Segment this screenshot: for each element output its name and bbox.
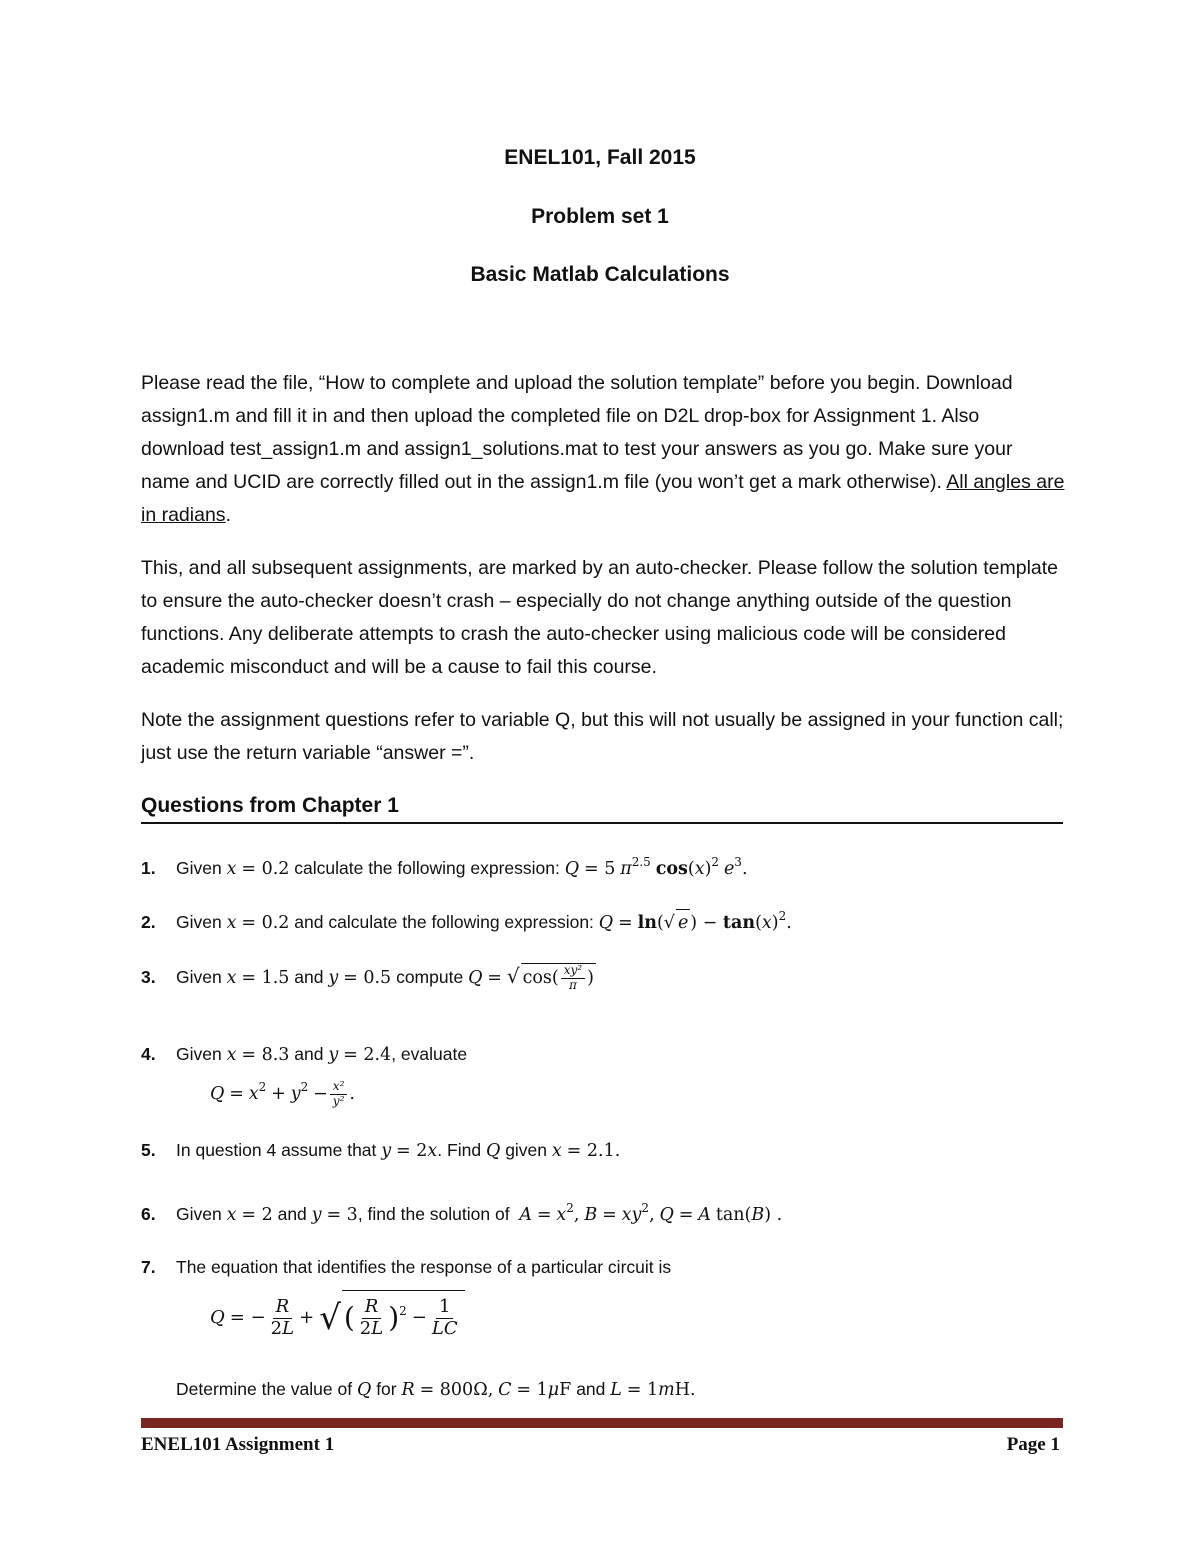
question-text: Determine the value of <box>176 1379 353 1399</box>
question-text: and calculate the following expression: <box>294 912 594 932</box>
question-text: and <box>294 1044 324 1064</box>
footer-left: ENEL101 Assignment 1 <box>141 1434 335 1455</box>
question-number: 1. <box>141 858 156 878</box>
question-text: Given <box>176 967 222 987</box>
intro-period: . <box>225 504 231 526</box>
question-text: Given <box>176 1204 222 1224</box>
question-text: calculate the following expression: <box>294 858 560 878</box>
radians-note: All angles are in radians <box>141 471 1065 526</box>
question-7 <box>141 1254 1066 1280</box>
question-number: 3. <box>141 967 156 987</box>
intro-paragraph-1 <box>141 367 1066 532</box>
question-text: given <box>505 1140 548 1160</box>
question-6: 6. Given x = 2 and y = 3, find the solution of $A = x^2$, $B = xy^2$, Q = A tan(B) . <box>141 1201 783 1225</box>
question-7-formula: Q = − $\frac{R}{2L}$ + √ ( $\frac{R}{2L}$ )$^2$ − $\frac{1}{LC}$ <box>210 1290 610 1339</box>
question-number: 2. <box>141 912 156 932</box>
question-text: , find the solution of <box>357 1204 510 1224</box>
question-4-formula: $Q = x^2 + y^2$ − $\frac{\text{x²}}{\text{y²}}$ . <box>210 1079 355 1108</box>
section-heading: Questions from Chapter 1 <box>141 794 1063 824</box>
subtitle: Basic Matlab Calculations <box>470 263 730 286</box>
question-7-determine: Determine the value of Q for R = 800Ω, C = 1μF and L = 1mH. <box>176 1379 696 1400</box>
footer-rule <box>141 1418 1063 1428</box>
question-text: The equation that identifies the response of a particular circuit is <box>176 1257 672 1277</box>
question-1: 1. Given x = 0.2 calculate the following expression: Q = 5 $\pi^{2.5}$ $\cos(x)^2$ $e^3$. <box>141 855 748 879</box>
question-text: In question 4 assume that <box>176 1140 377 1160</box>
question-text: Given <box>176 858 222 878</box>
intro-text: Please read the file, “How to complete and upload the solution template” before you begin. Download assign1.m and fill it in and then upload the completed file on D2L drop-box for Assignment 1. Also download test_assign1.m and assign1_solutions.mat to test your answers as you go. Make sure your name and UCID are correctly filled out in the assign1.m file (you won’t get a mark otherwise). <box>141 372 1013 493</box>
question-5: 5. In question 4 assume that y = 2x. Find Q given x = 2.1. <box>141 1137 1066 1164</box>
question-number: 6. <box>141 1204 156 1224</box>
question-number: 7. <box>141 1257 156 1277</box>
question-text: . Find <box>437 1140 482 1160</box>
question-4: 4. Given x = 8.3 and y = 2.4, evaluate <box>141 1041 1066 1068</box>
course-title: ENEL101, Fall 2015 <box>504 146 696 169</box>
question-2: 2. Given x = 0.2 and calculate the following expression: Q = ln(√ e ) − $\tan(x)^2$. <box>141 903 1066 936</box>
page-number: Page 1 <box>1006 1434 1060 1455</box>
question-text: Given <box>176 1044 222 1064</box>
question-number: 5. <box>141 1140 156 1160</box>
question-text: and <box>294 967 324 987</box>
intro-paragraph-2: This, and all subsequent assignments, are marked by an auto-checker. Please follow the solution template to ensure the auto-checker doesn’t crash – especially do not change anything outside of the question functions. Any deliberate attempts to crash the auto-checker using malicious code will be considered academic misconduct and will be a cause to fail this course. <box>141 557 1059 678</box>
question-text: and <box>277 1204 307 1224</box>
question-3: 3. Given x = 1.5 and y = 0.5 compute Q = √ cos( $\frac{\text{xy²}}{\pi}$ ) <box>141 963 594 992</box>
question-text: compute <box>396 967 464 987</box>
intro-paragraph-3: Note the assignment questions refer to variable Q, but this will not usually be assigned in your function call; just use the return variable “answer =”. <box>141 709 1064 764</box>
question-text: and <box>576 1379 606 1399</box>
question-number: 4. <box>141 1044 156 1064</box>
question-text: , evaluate <box>391 1044 468 1064</box>
problem-set-title: Problem set 1 <box>531 205 669 228</box>
question-text: Given <box>176 912 222 932</box>
question-text: for <box>376 1379 397 1399</box>
